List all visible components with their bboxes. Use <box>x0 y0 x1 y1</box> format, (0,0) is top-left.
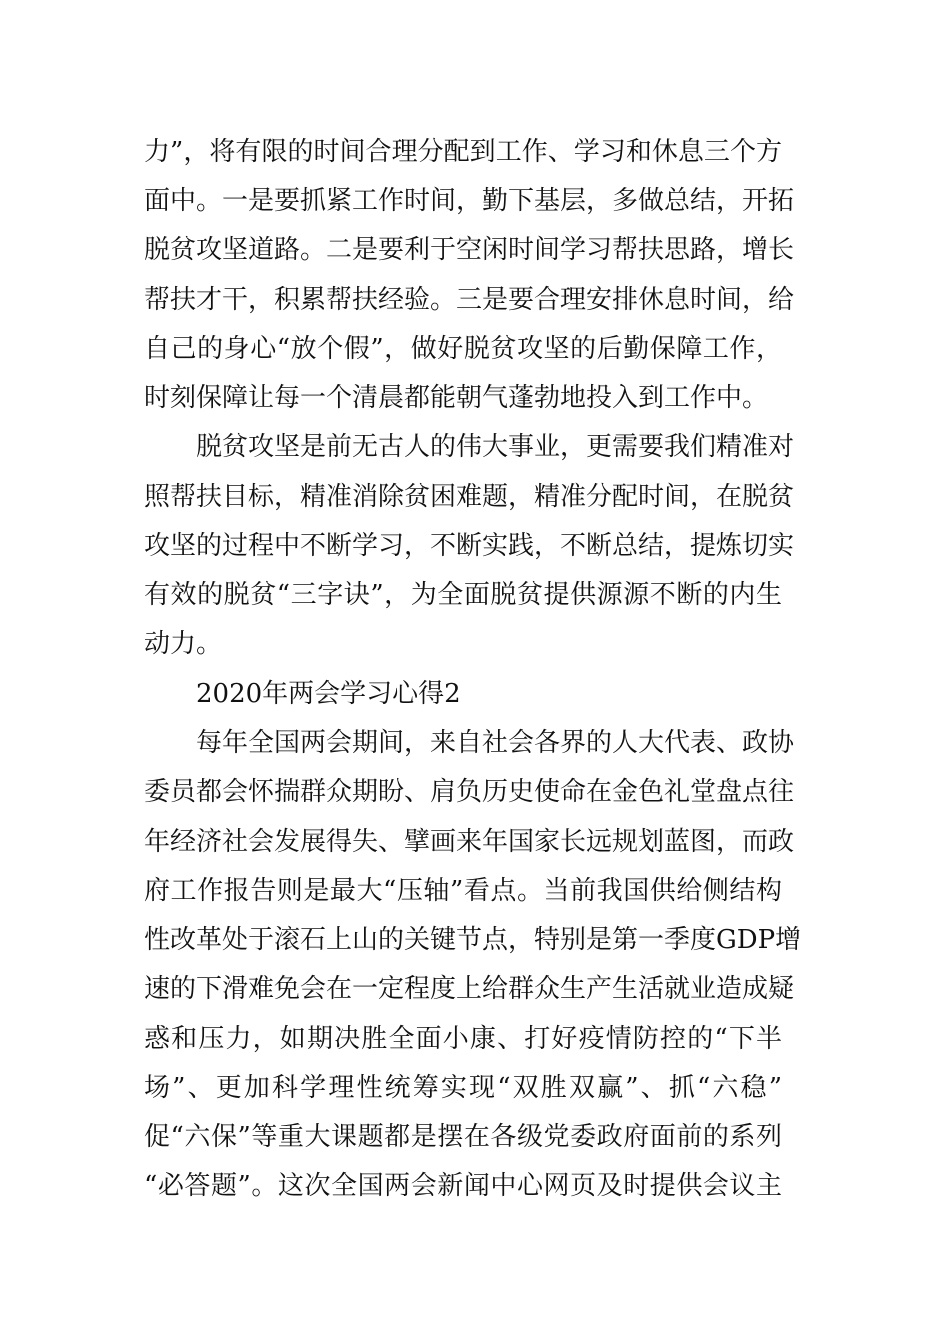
text-line: 惑和压力，如期决胜全面小康、打好疫情防控的“下半 <box>144 1024 782 1054</box>
paragraph-1-line-2 <box>0 181 950 221</box>
paragraph-2-line-1 <box>0 427 950 467</box>
paragraph-1-line-5 <box>0 329 950 369</box>
text-line: 照帮扶目标，精准消除贫困难题，精准分配时间，在脱贫 <box>144 482 795 512</box>
text-line: 府工作报告则是最大“压轴”看点。当前我国供给侧结构 <box>144 876 782 906</box>
text-line: 场”、更加科学理性统筹实现“双胜双赢”、抓“六稳” <box>144 1073 782 1103</box>
text-line: “必答题”。这次全国两会新闻中心网页及时提供会议主 <box>144 1171 782 1201</box>
text-line: 攻坚的过程中不断学习，不断实践，不断总结，提炼切实 <box>144 531 795 561</box>
paragraph-3-line-5 <box>0 920 950 960</box>
text-line: 力”，将有限的时间合理分配到工作、学习和休息三个方 <box>144 137 782 167</box>
paragraph-1-line-4 <box>0 280 950 320</box>
paragraph-3-line-4 <box>0 871 950 911</box>
text-line: 促“六保”等重大课题都是摆在各级党委政府面前的系列 <box>144 1122 782 1152</box>
paragraph-3-line-9 <box>0 1117 950 1157</box>
text-line: 脱贫攻坚是前无古人的伟大事业，更需要我们精准对 <box>196 432 795 462</box>
paragraph-3-line-1 <box>0 723 950 763</box>
text-line: 动力。 <box>144 629 223 659</box>
paragraph-3-line-2 <box>0 772 950 812</box>
text-line: 帮扶才干，积累帮扶经验。三是要合理安排休息时间，给 <box>144 285 795 315</box>
text-line: 委员都会怀揣群众期盼、肩负历史使命在金色礼堂盘点往 <box>144 777 795 807</box>
text-line: 每年全国两会期间，来自社会各界的人大代表、政协 <box>196 728 795 758</box>
text-line: 时刻保障让每一个清晨都能朝气蓬勃地投入到工作中。 <box>144 383 769 413</box>
text-line: 年经济社会发展得失、擘画来年国家长远规划蓝图，而政 <box>144 827 795 857</box>
paragraph-3-line-3 <box>0 822 950 862</box>
section-heading <box>0 674 950 714</box>
text-line: 面中。一是要抓紧工作时间，勤下基层，多做总结，开拓 <box>144 186 795 216</box>
paragraph-2-line-5 <box>0 624 950 664</box>
section-heading-text: 2020年两会学习心得2 <box>196 679 461 709</box>
paragraph-3-line-7 <box>0 1019 950 1059</box>
paragraph-3-line-10 <box>0 1166 950 1206</box>
paragraph-2-line-3 <box>0 526 950 566</box>
text-line: 自己的身心“放个假”，做好脱贫攻坚的后勤保障工作， <box>144 334 782 364</box>
text-line: 有效的脱贫“三字诀”，为全面脱贫提供源源不断的内生 <box>144 580 782 610</box>
paragraph-3-line-8 <box>0 1068 950 1108</box>
paragraph-1-line-6 <box>0 378 950 418</box>
paragraph-3-line-6 <box>0 969 950 1009</box>
text-line: 性改革处于滚石上山的关键节点，特别是第一季度GDP增 <box>144 925 802 955</box>
text-line: 脱贫攻坚道路。二是要利于空闲时间学习帮扶思路，增长 <box>144 235 795 265</box>
text-line: 速的下滑难免会在一定程度上给群众生产生活就业造成疑 <box>144 974 795 1004</box>
paragraph-1-line-3 <box>0 230 950 270</box>
paragraph-2-line-2 <box>0 477 950 517</box>
paragraph-2-line-4 <box>0 575 950 615</box>
paragraph-1-line-1 <box>0 132 950 172</box>
